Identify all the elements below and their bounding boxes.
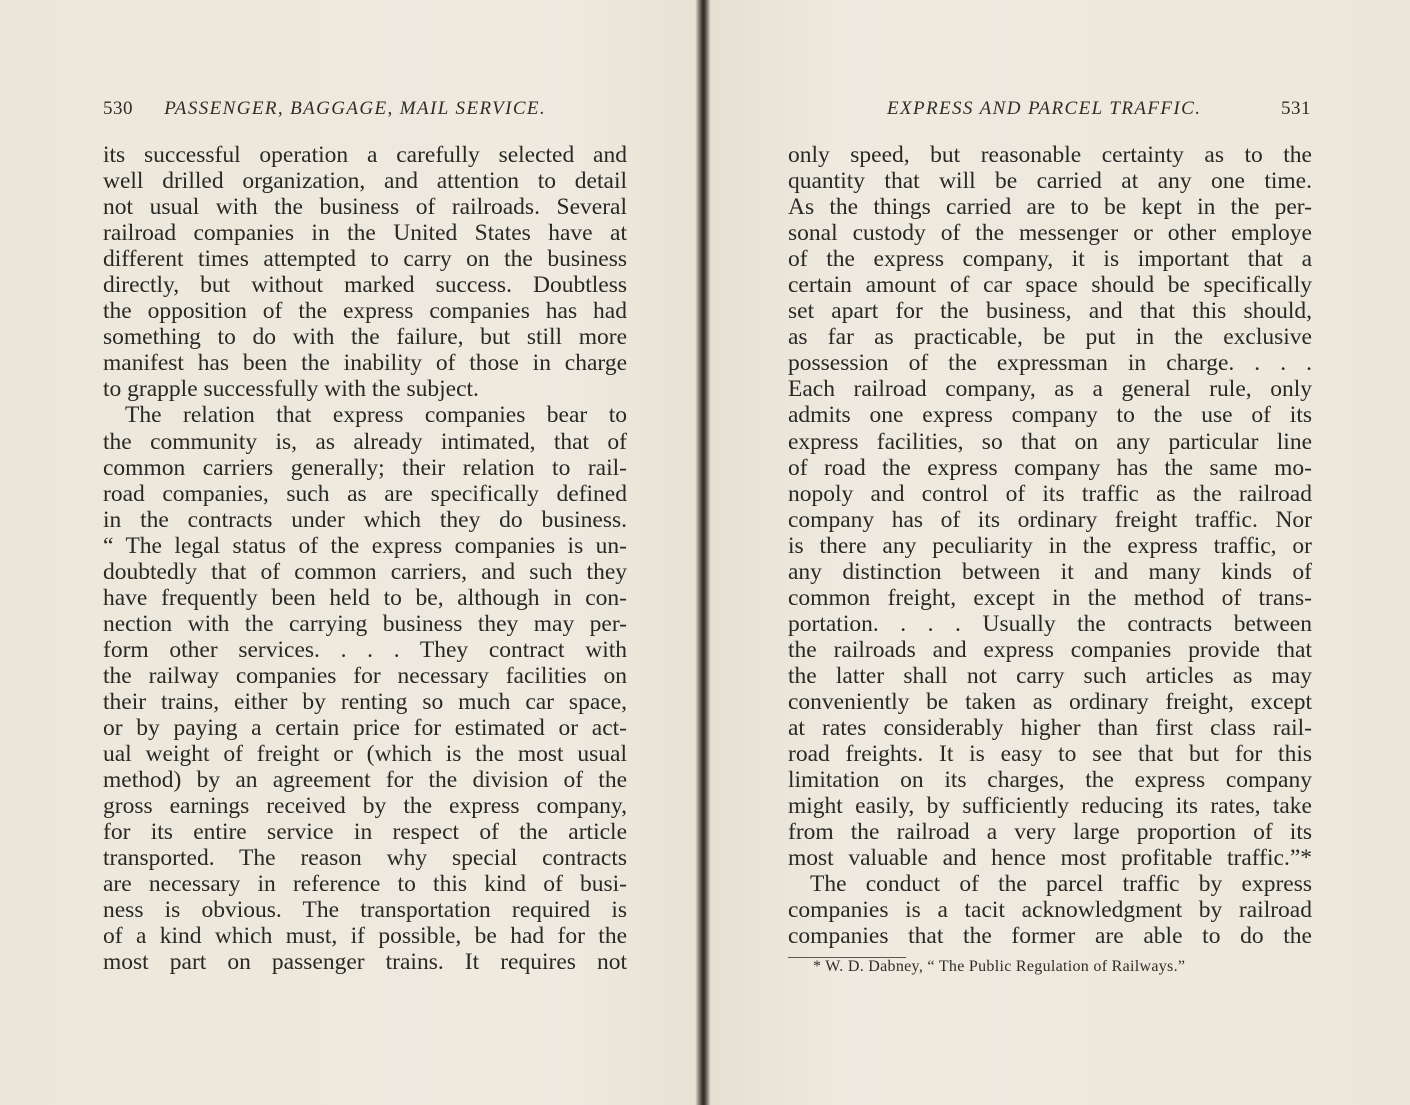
text-line: form other services. . . . They contract with bbox=[103, 636, 627, 663]
text-line: limitation on its charges, the express company bbox=[788, 767, 1312, 794]
right-running-head: EXPRESS AND PARCEL TRAFFIC. bbox=[887, 98, 1202, 119]
text-line: “ The legal status of the express companies is un- bbox=[103, 532, 627, 559]
text-line: the latter shall not carry such articles as may bbox=[788, 662, 1312, 689]
text-line: the opposition of the express companies has had bbox=[103, 298, 627, 325]
text-line: The relation that express companies bear to bbox=[125, 402, 627, 429]
left-page-body bbox=[103, 142, 627, 976]
text-line: certain amount of car space should be specifically bbox=[788, 272, 1312, 299]
text-line: for its entire service in respect of the article bbox=[103, 819, 627, 846]
text-line: railroad companies in the United States have at bbox=[103, 220, 627, 247]
text-line: doubtedly that of common carriers, and such they bbox=[103, 558, 627, 585]
right-page bbox=[710, 0, 1410, 1105]
text-line: from the railroad a very large proportion of its bbox=[788, 819, 1312, 846]
text-line: Each railroad company, as a general rule, only bbox=[788, 376, 1312, 403]
right-page-header bbox=[887, 98, 1311, 120]
text-line: any distinction between it and many kinds of bbox=[788, 558, 1312, 585]
text-line: their trains, either by renting so much car space, bbox=[103, 688, 627, 715]
text-line: manifest has been the inability of those in charge bbox=[103, 350, 627, 377]
text-line: of a kind which must, if possible, be had for the bbox=[103, 923, 627, 950]
text-line: As the things carried are to be kept in the per- bbox=[788, 194, 1312, 221]
text-line: common freight, except in the method of trans- bbox=[788, 584, 1312, 611]
text-line: companies that the former are able to do the bbox=[788, 923, 1312, 950]
text-line: most part on passenger trains. It requires not bbox=[103, 949, 627, 976]
right-page-body bbox=[788, 142, 1312, 949]
text-line: common carriers generally; their relation to rail- bbox=[103, 454, 627, 481]
left-page bbox=[0, 0, 700, 1105]
text-line: sonal custody of the messenger or other employe bbox=[788, 220, 1312, 247]
left-page-number: 530 bbox=[103, 98, 133, 119]
text-line: portation. . . . Usually the contracts between bbox=[788, 610, 1312, 637]
text-line: only speed, but reasonable certainty as to the bbox=[788, 142, 1312, 168]
text-line: express facilities, so that on any particular line bbox=[788, 428, 1312, 455]
text-line: in the contracts under which they do business. bbox=[103, 506, 627, 533]
left-page-header bbox=[103, 98, 627, 120]
text-line: to grapple successfully with the subject. bbox=[103, 376, 479, 403]
text-line: might easily, by sufficiently reducing its rates, take bbox=[788, 793, 1312, 820]
text-line: method) by an agreement for the division of the bbox=[103, 767, 627, 794]
footnote: * W. D. Dabney, “ The Public Regulation of Railways.” bbox=[813, 958, 1186, 975]
text-line: the railroads and express companies provide that bbox=[788, 636, 1312, 663]
text-line: its successful operation a carefully selected and bbox=[103, 142, 627, 168]
text-line: as far as practicable, be put in the exclusive bbox=[788, 324, 1312, 351]
text-line: have frequently been held to be, although in con- bbox=[103, 584, 627, 611]
text-line: road companies, such as are specifically defined bbox=[103, 480, 627, 507]
text-line: the railway companies for necessary facilities on bbox=[103, 662, 627, 689]
text-line: quantity that will be carried at any one time. bbox=[788, 168, 1312, 195]
text-line: something to do with the failure, but still more bbox=[103, 324, 627, 351]
text-line: of road the express company has the same mo- bbox=[788, 454, 1312, 481]
right-page-number: 531 bbox=[1281, 98, 1311, 119]
text-line: or by paying a certain price for estimated or act- bbox=[103, 715, 627, 742]
text-line: directly, but without marked success. Doubtless bbox=[103, 272, 627, 299]
text-line: nection with the carrying business they may per- bbox=[103, 610, 627, 637]
text-line: The conduct of the parcel traffic by express bbox=[810, 871, 1312, 898]
text-line: most valuable and hence most profitable traffic.”* bbox=[788, 845, 1312, 872]
text-line: set apart for the business, and that this should, bbox=[788, 298, 1312, 325]
text-line: at rates considerably higher than first class rail- bbox=[788, 715, 1312, 742]
text-line: of the express company, it is important that a bbox=[788, 246, 1312, 273]
text-line: possession of the expressman in charge. . . . bbox=[788, 350, 1312, 377]
text-line: transported. The reason why special contracts bbox=[103, 845, 627, 872]
text-line: different times attempted to carry on the business bbox=[103, 246, 627, 273]
left-running-head: PASSENGER, BAGGAGE, MAIL SERVICE. bbox=[164, 98, 547, 119]
text-line: gross earnings received by the express company, bbox=[103, 793, 627, 820]
text-line: is there any peculiarity in the express traffic, or bbox=[788, 532, 1312, 559]
text-line: the community is, as already intimated, that of bbox=[103, 428, 627, 455]
text-line: nopoly and control of its traffic as the railroad bbox=[788, 480, 1312, 507]
text-line: not usual with the business of railroads. Several bbox=[103, 194, 627, 221]
text-line: are necessary in reference to this kind of busi- bbox=[103, 871, 627, 898]
text-line: admits one express company to the use of its bbox=[788, 402, 1312, 429]
text-line: companies is a tacit acknowledgment by railroad bbox=[788, 897, 1312, 924]
text-line: company has of its ordinary freight traffic. Nor bbox=[788, 506, 1312, 533]
text-line: conveniently be taken as ordinary freight, except bbox=[788, 688, 1312, 715]
text-line: road freights. It is easy to see that but for this bbox=[788, 741, 1312, 768]
text-line: ual weight of freight or (which is the most usual bbox=[103, 741, 627, 768]
text-line: ness is obvious. The transportation required is bbox=[103, 897, 627, 924]
text-line: well drilled organization, and attention to detail bbox=[103, 168, 627, 195]
